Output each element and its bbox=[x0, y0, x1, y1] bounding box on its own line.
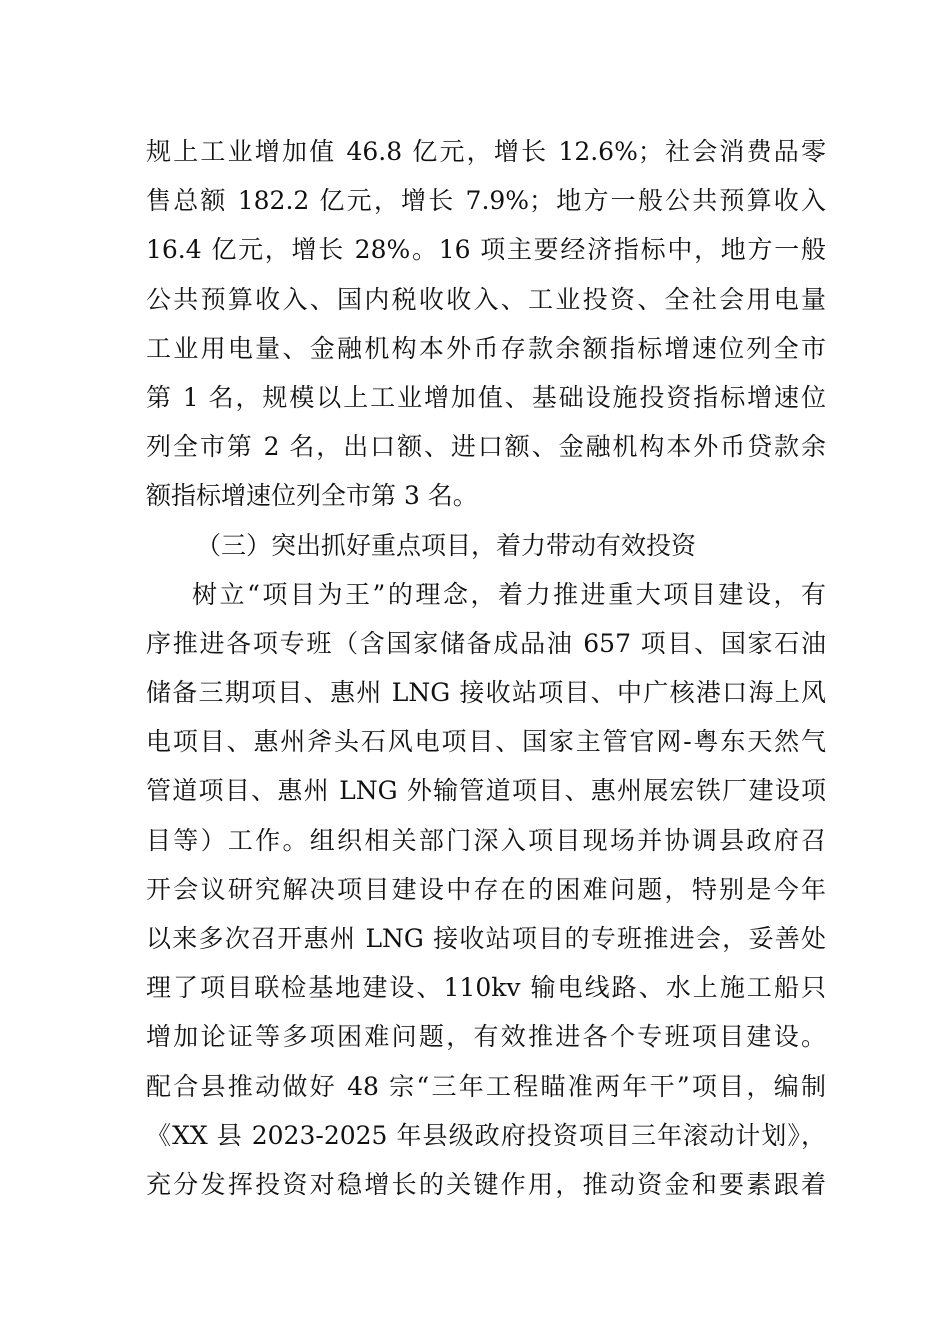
paragraph-line: 储备三期项目、惠州 LNG 接收站项目、中广核港口海上风 bbox=[146, 678, 826, 708]
paragraph-line: 开会议研究解决项目建设中存在的困难问题，特别是今年 bbox=[146, 874, 826, 904]
paragraph-line: 电项目、惠州斧头石风电项目、国家主管官网-粤东天然气 bbox=[146, 727, 826, 757]
paragraph-line: 售总额 182.2 亿元，增长 7.9%；地方一般公共预算收入 bbox=[146, 186, 826, 216]
paragraph-line: 增加论证等多项困难问题，有效推进各个专班项目建设。 bbox=[146, 1022, 826, 1052]
paragraph-line: 理了项目联检基地建设、110kv 输电线路、水上施工船只 bbox=[146, 973, 826, 1003]
paragraph-line: 规上工业增加值 46.8 亿元，增长 12.6%；社会消费品零 bbox=[146, 137, 826, 166]
paragraph-line: 列全市第 2 名，出口额、进口额、金融机构本外币贷款余 bbox=[146, 432, 826, 462]
section-heading: （三）突出抓好重点项目，着力带动有效投资 bbox=[196, 530, 697, 560]
paragraph-line: 树立“项目为王”的理念，着力推进重大项目建设，有 bbox=[192, 579, 826, 609]
paragraph-line: 充分发挥投资对稳增长的关键作用，推动资金和要素跟着 bbox=[146, 1169, 826, 1199]
paragraph-line: 序推进各项专班（含国家储备成品油 657 项目、国家石油 bbox=[146, 628, 826, 658]
paragraph-line: 配合县推动做好 48 宗“三年工程瞄准两年干”项目，编制 bbox=[146, 1071, 826, 1101]
paragraph-line: 工业用电量、金融机构本外币存款余额指标增速位列全市 bbox=[146, 333, 826, 363]
paragraph-line: 16.4 亿元，增长 28%。16 项主要经济指标中，地方一般 bbox=[146, 235, 826, 265]
paragraph-line: 以来多次召开惠州 LNG 接收站项目的专班推进会，妥善处 bbox=[146, 924, 826, 953]
paragraph-line: 第 1 名，规模以上工业增加值、基础设施投资指标增速位 bbox=[146, 382, 826, 412]
paragraph-line: 额指标增速位列全市第 3 名。 bbox=[146, 481, 478, 511]
paragraph-line: 目等）工作。组织相关部门深入项目现场并协调县政府召 bbox=[146, 825, 826, 855]
paragraph-line: 《XX 县 2023-2025 年县级政府投资项目三年滚动计划》， bbox=[146, 1120, 826, 1150]
paragraph-line: 公共预算收入、国内税收收入、工业投资、全社会用电量 bbox=[146, 284, 826, 314]
document-body bbox=[146, 127, 826, 1209]
paragraph-line: 管道项目、惠州 LNG 外输管道项目、惠州展宏铁厂建设项 bbox=[146, 776, 826, 806]
